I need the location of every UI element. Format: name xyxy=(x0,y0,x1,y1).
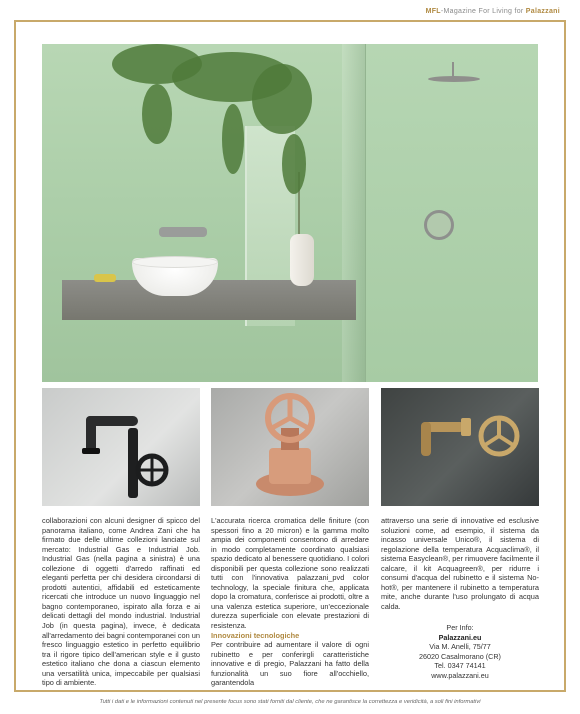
rose-gold-valve-icon xyxy=(211,388,369,506)
info-city: 26020 Casalmorano (CR) xyxy=(419,651,501,661)
magazine-header xyxy=(426,8,560,15)
column-3-text: attraverso una serie di innovative ed esclusive soluzioni come, ad esempio, il sistema da incasso universale Unico®, il sistema di regolazione della temperatura Acquaclima®, il sistema Easyclean®, per rimuovere facilmente il calcare, il kit Acquagreen®, per ridurre i consumi d'acqua del rubinetto e il sistema No-hot®, per mantenere il rubinetto a temperatura mite, anche durante l'uso prolungato di acqua calda. xyxy=(381,516,539,611)
info-phone: Tel. 0347 74141 xyxy=(434,661,486,671)
article-column-1 xyxy=(42,516,200,688)
hero-bathroom-photo xyxy=(42,44,538,382)
section-heading-innovazioni: Innovazioni tecnologiche xyxy=(211,630,300,640)
header-title: -Magazine For Living for xyxy=(440,8,526,15)
article-column-3 xyxy=(381,516,539,680)
stone-countertop xyxy=(62,280,356,320)
info-address: Via M. Anelli, 75/77 xyxy=(429,642,491,652)
product-photo-rose-gold-valve xyxy=(211,388,369,506)
column-1-text: collaborazioni con alcuni designer di spicco del panorama italiano, come Andrea Zani che ha firmato due delle ultime collezioni lanciate sul mercato: Industrial Gas e Industrial Job. Industrial Gas (nella pagina a sinistra) è una collezione di oggetti d'arredo raffinati ed eleganti perfetta per chi desidera circondarsi di prodotti autentici, affidabili ed esteticamente ricercati che introduce un nuovo linguaggio nel bagno contemporaneo, ispirato alla forza e ai delicati dettagli del mondo industrial. Industrial Job (in questa pagina), invece, è dedicata all'arredamento dei bagni contemporanei con un fresco linguaggio estetico in perfetto equilibrio tra il rigore tipico dell'american style e il gusto estetico italiano che dona a ciascun elemento una versatilità unica, impeccabile per qualsiasi tipo di ambiente. xyxy=(42,516,200,688)
glass-panel xyxy=(342,44,366,382)
info-label: Per Info: xyxy=(446,623,474,633)
washbasin-rim xyxy=(132,256,218,268)
column-2-body: Per contribuire ad aumentare il valore di ogni rubinetto e per conferirgli caratteristiche innovative e di pregio, Palazzani ha fatto della funzionalità un suo fiore all'occhiello, garantendola xyxy=(211,640,369,688)
hanging-plant xyxy=(282,134,306,194)
shower-wall xyxy=(365,44,538,382)
hanging-plant xyxy=(222,104,244,174)
shower-head-icon xyxy=(428,76,480,82)
product-photo-industrial-tap xyxy=(42,388,200,506)
basin-tap-icon xyxy=(159,227,207,237)
footer-disclaimer: Tutti i dati e le informazioni contenuti nel presente focus sono stati forniti dal cliente, che ne garantisce la correttezza e veridicità, a soli fini informativi xyxy=(99,699,481,705)
product-photo-brass-wall-tap xyxy=(381,388,539,506)
industrial-faucet-icon xyxy=(42,388,200,506)
hanging-plant xyxy=(252,64,312,134)
soap-bar xyxy=(94,274,116,282)
vase xyxy=(290,234,314,286)
shower-valve-icon xyxy=(424,210,454,240)
info-brand: Palazzani.eu xyxy=(438,632,482,642)
column-2-intro: L'accurata ricerca cromatica delle finiture (con spessori fino a 20 micron) e la gamma molto ampia dei componenti consentono di arredare in modo completamente coordinato qualsiasi spazio dedicato al benessere quotidiano. I colori disponibili per questa collezione sono realizzati tutti con l'innovativa palazzani_pvd color technology, la speciale finitura che, applicata dopo la cromatura, conferisce ai prodotti, oltre a una valenza estetica superiore, un'eccezionale durezza superficiale con elevate prestazioni di resistenza. xyxy=(211,516,369,631)
header-brand-prefix: MFL xyxy=(425,8,441,15)
article-column-2 xyxy=(211,516,369,688)
hanging-plant xyxy=(142,84,172,144)
info-website[interactable]: www.palazzani.eu xyxy=(431,670,489,680)
brass-wall-tap-icon xyxy=(381,388,539,506)
header-brand-suffix: Palazzani xyxy=(525,8,560,15)
contact-info xyxy=(381,623,539,680)
